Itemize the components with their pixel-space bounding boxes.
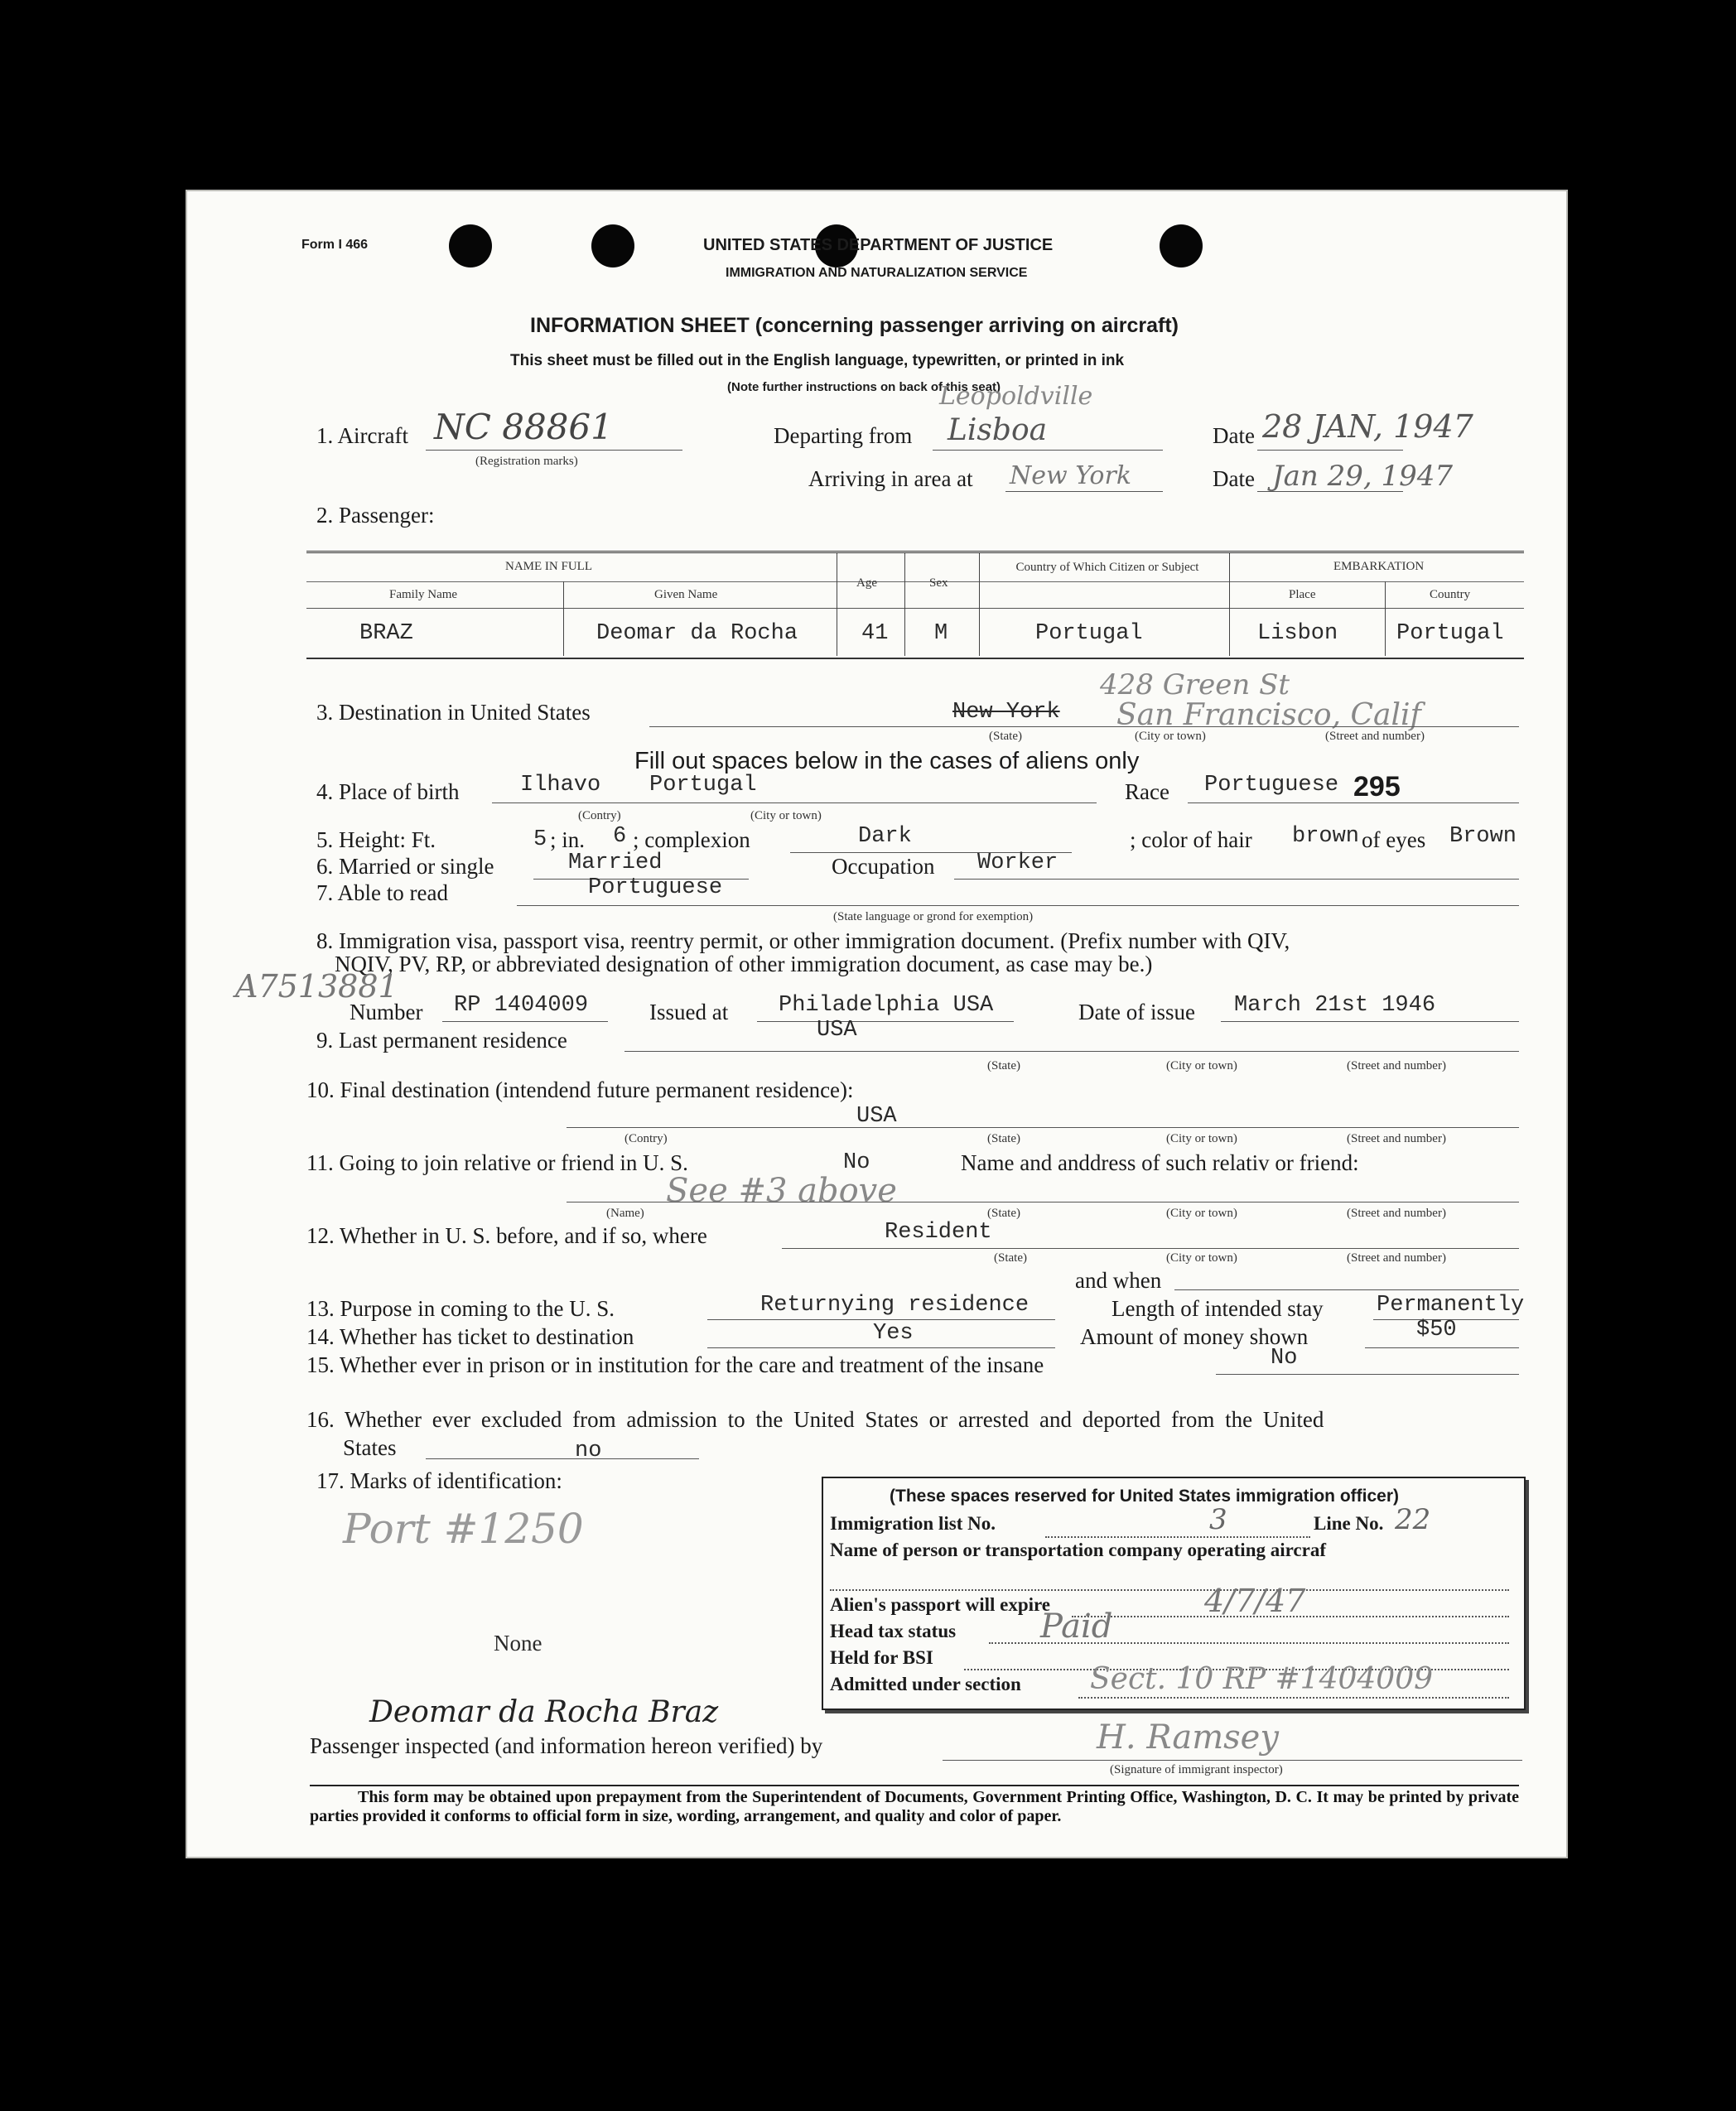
relative-name-label: Name and anddress of such relativ or friend: [961, 1150, 1359, 1175]
birth-label: 4. Place of birth [316, 779, 460, 804]
relative-handwritten: See #3 above [666, 1172, 897, 1210]
visa-label-1: 8. Immigration visa, passport visa, reentry permit, or other immigration document. (Prefix number with QIV, [316, 928, 1290, 953]
department-name: UNITED STATES DEPARTMENT OF JUSTICE [703, 236, 1054, 254]
in-us-before-value: Resident [885, 1220, 992, 1245]
admitted-value: Sect. 10 RP #1404009 [1090, 1662, 1433, 1696]
embarkation-header: EMBARKATION [1333, 560, 1425, 573]
money-value: $50 [1416, 1318, 1457, 1342]
line-label: Line No. [1314, 1513, 1384, 1534]
prison-value: No [1271, 1346, 1298, 1371]
destination-state: New York [952, 700, 1060, 725]
arrival-date-label: Date [1213, 466, 1255, 491]
marks-value: None [494, 1631, 542, 1656]
name-in-full-header: NAME IN FULL [505, 560, 592, 573]
hair-label: ; color of hair [1130, 827, 1252, 852]
departing-overwrite: Leopoldville [939, 382, 1093, 411]
caption-country-10: (Contry) [624, 1132, 668, 1145]
read-value: Portuguese [588, 875, 723, 900]
height-label: 5. Height: Ft. [316, 827, 436, 852]
issue-date-value: March 21st 1946 [1234, 993, 1436, 1018]
departing-label: Departing from [774, 423, 913, 448]
excluded-value: no [575, 1439, 602, 1463]
aliens-note: Fill out spaces below in the cases of aliens only [634, 748, 1140, 774]
destination-label: 3. Destination in United States [316, 700, 591, 725]
issued-value: Philadelphia USA [779, 993, 994, 1018]
company-label: Name of person or transportation company operating aircraf [830, 1540, 1326, 1560]
sex-header: Sex [929, 576, 948, 590]
occupation-value: Worker [977, 851, 1058, 875]
caption-street-10: (Street and number) [1347, 1132, 1446, 1145]
caption-street-9: (Street and number) [1347, 1059, 1446, 1072]
arriving-label: Arriving in area at [808, 466, 973, 491]
prison-label: 15. Whether ever in prison or in institution for the care and treatment of the insane [306, 1352, 1044, 1377]
race-code: 295 [1353, 771, 1401, 802]
bsi-label: Held for BSI [830, 1647, 933, 1668]
embarkation-country: Portugal [1396, 621, 1504, 646]
complexion-label: ; complexion [633, 827, 750, 852]
note: (Note further instructions on back of this seat) [727, 380, 1001, 394]
final-destination-label: 10. Final destination (intendend future permanent residence): [306, 1077, 854, 1102]
date-label: Date [1213, 423, 1255, 448]
join-relative-label: 11. Going to join relative or friend in U. S. [306, 1150, 688, 1175]
service-name: IMMIGRATION AND NATURALIZATION SERVICE [726, 266, 1028, 280]
officer-box-title: (These spaces reserved for United States immigration officer) [890, 1487, 1400, 1506]
country-header: Country [1430, 588, 1471, 601]
eyes-value: Brown [1449, 824, 1517, 849]
residence-label: 9. Last permanent residence [316, 1028, 567, 1053]
height-in-label: ; in. [550, 827, 586, 852]
family-name: BRAZ [359, 621, 413, 646]
age-header: Age [856, 576, 877, 590]
citizen-of: Portugal [1035, 621, 1143, 646]
age: 41 [861, 621, 889, 646]
list-label: Immigration list No. [830, 1513, 996, 1534]
caption-name-11: (Name) [606, 1207, 644, 1220]
admitted-label: Admitted under section [830, 1674, 1021, 1694]
purpose-label: 13. Purpose in coming to the U. S. [306, 1296, 615, 1321]
given-name: Deomar da Rocha [596, 621, 798, 646]
marks-handwritten: Port #1250 [343, 1505, 584, 1553]
caption-state: (State) [989, 730, 1022, 743]
inspected-label: Passenger inspected (and information hereon verified) by [310, 1733, 823, 1758]
line-value: 22 [1395, 1503, 1431, 1536]
visa-label-2: NQIV, PV, RP, or abbreviated designation of other immigration document, as case may be.) [335, 952, 1153, 976]
inspector-caption: (Signature of immigrant inspector) [1110, 1763, 1283, 1776]
family-name-header: Family Name [389, 588, 458, 601]
head-tax-value: Paid [1040, 1607, 1113, 1646]
caption-city-12: (City or town) [1166, 1251, 1237, 1265]
arriving-value: New York [1010, 461, 1131, 490]
registration-caption: (Registration marks) [475, 455, 578, 468]
destination-city: San Francisco, Calif [1116, 698, 1421, 732]
form-title: INFORMATION SHEET (concerning passenger arriving on aircraft) [530, 314, 1179, 337]
married-value: Married [568, 851, 663, 875]
passenger-signature: Deomar da Rocha Braz [369, 1695, 719, 1729]
race-label: Race [1125, 779, 1169, 804]
final-destination-value: USA [856, 1104, 897, 1129]
caption-city-9: (City or town) [1166, 1059, 1237, 1072]
ticket-value: Yes [873, 1321, 914, 1346]
height-ft: 5 [533, 827, 547, 852]
height-in: 6 [613, 824, 627, 849]
instructions: This sheet must be filled out in the English language, typewritten, or printed in ink [510, 352, 1125, 369]
read-caption: (State language or grond for exemption) [833, 910, 1034, 923]
excluded-label-2: States [343, 1435, 397, 1460]
in-us-before-label: 12. Whether in U. S. before, and if so, where [306, 1223, 707, 1248]
form-sheet [186, 190, 1568, 1858]
form-number: Form I 466 [301, 238, 369, 252]
caption-state-12: (State) [994, 1251, 1027, 1265]
caption-country: (Contry) [578, 809, 621, 822]
caption-state-10: (State) [987, 1132, 1020, 1145]
visa-handwritten-number: A7513881 [235, 968, 398, 1005]
place-header: Place [1289, 588, 1316, 601]
destination-street: 428 Green St [1100, 668, 1290, 701]
married-label: 6. Married or single [316, 854, 494, 879]
join-relative-value: No [843, 1150, 870, 1175]
excluded-label-1: 16. Whether ever excluded from admission to the United States or arrested and deported from the United [306, 1407, 1324, 1432]
passenger-table [306, 551, 1524, 659]
complexion-value: Dark [858, 824, 912, 849]
passport-expire-value: 4/7/47 [1204, 1583, 1306, 1619]
race-value: Portuguese [1204, 773, 1339, 798]
when-label: and when [1075, 1268, 1162, 1293]
officer-box [822, 1477, 1526, 1710]
punch-hole [591, 224, 634, 267]
list-value: 3 [1209, 1503, 1227, 1536]
issued-label: Issued at [649, 1000, 729, 1024]
passenger-label: 2. Passenger: [316, 503, 435, 528]
caption-state-9: (State) [987, 1059, 1020, 1072]
country-citizen-header: Country of Which Citizen or Subject [1015, 561, 1199, 574]
caption-street-12: (Street and number) [1347, 1251, 1446, 1265]
aircraft-label: 1. Aircraft [316, 423, 408, 448]
ticket-label: 14. Whether has ticket to destination [306, 1324, 634, 1349]
caption-city-11: (City or town) [1166, 1207, 1237, 1220]
caption-street-11: (Street and number) [1347, 1207, 1446, 1220]
birth-country: Portugal [649, 773, 757, 798]
inspector-signature: H. Ramsey [1097, 1718, 1279, 1757]
stay-label: Length of intended stay [1112, 1296, 1324, 1321]
birth-city: Ilhavo [520, 773, 601, 798]
given-name-header: Given Name [654, 588, 718, 601]
passport-expire-label: Alien's passport will expire [830, 1594, 1051, 1615]
caption-state-11: (State) [987, 1207, 1020, 1220]
purpose-value: Returnying residence [760, 1293, 1030, 1318]
marks-label: 17. Marks of identification: [316, 1468, 562, 1493]
date-value: 28 JAN, 1947 [1262, 408, 1473, 445]
punch-hole [449, 224, 492, 267]
read-label: 7. Able to read [316, 880, 448, 905]
embarkation-place: Lisbon [1257, 621, 1338, 646]
punch-hole [1160, 224, 1203, 267]
visa-number-label: Number [350, 1000, 423, 1024]
sex: M [934, 621, 948, 646]
issue-date-label: Date of issue [1078, 1000, 1195, 1024]
aircraft-value: NC 88861 [434, 407, 613, 447]
caption-city-10: (City or town) [1166, 1132, 1237, 1145]
footer-text: This form may be obtained upon prepayment from the Superintendent of Documents, Government Printing Office, Washington, D. C. It may be printed by private parties provided it conforms to official form in size, wording, arrangement, and quality and color of paper. [310, 1788, 1519, 1825]
occupation-label: Occupation [832, 854, 935, 879]
stay-value: Permanently [1377, 1293, 1525, 1318]
caption-street: (Street and number) [1325, 730, 1425, 743]
hair-value: brown [1292, 824, 1360, 849]
eyes-label: of eyes [1362, 827, 1426, 852]
caption-city: (City or town) [1135, 730, 1206, 743]
departing-value: Lisboa [948, 413, 1048, 447]
residence-value: USA [817, 1018, 857, 1043]
head-tax-label: Head tax status [830, 1621, 957, 1641]
money-label: Amount of money shown [1080, 1324, 1309, 1349]
arrival-date-value: Jan 29, 1947 [1272, 460, 1454, 493]
visa-number: RP 1404009 [454, 993, 589, 1018]
caption-city-birth: (City or town) [750, 809, 822, 822]
